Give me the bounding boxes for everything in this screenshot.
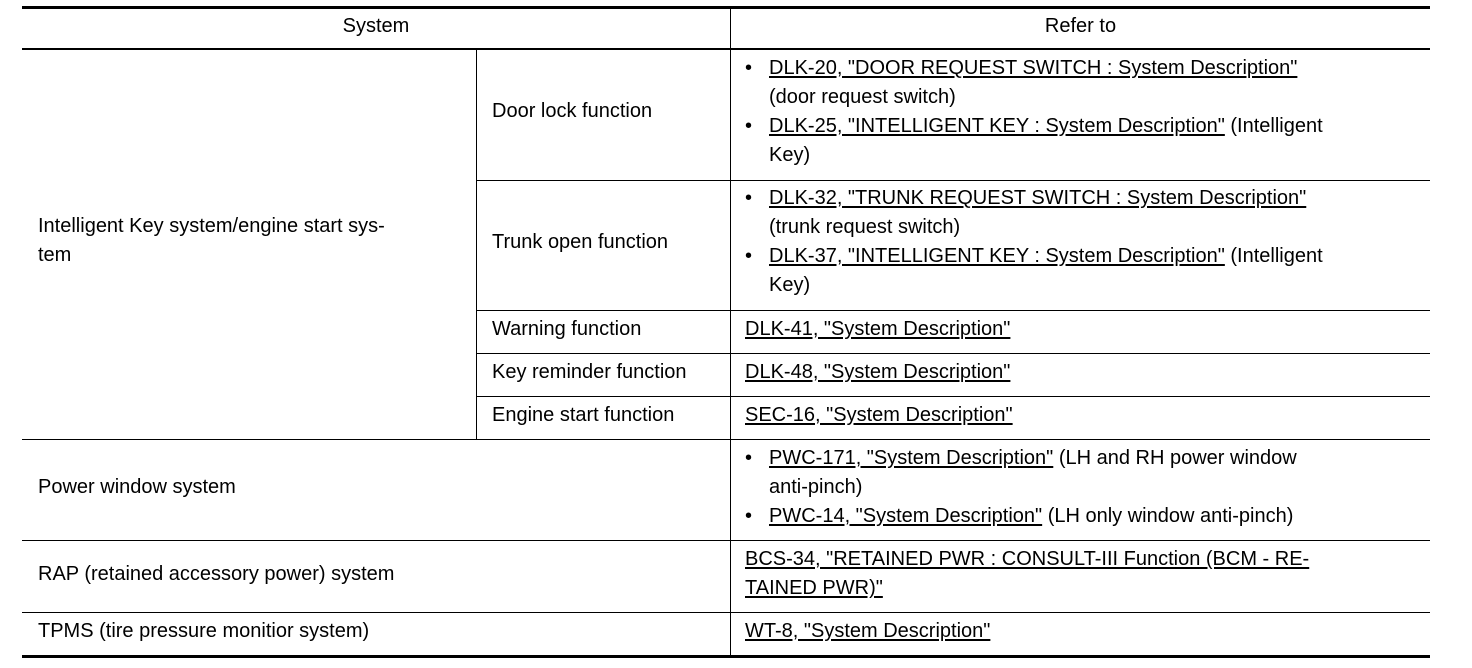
reference-note: (LH only window anti-pinch) (1042, 505, 1294, 527)
reference-link[interactable]: DLK-32, "TRUNK REQUEST SWITCH : System Description" (769, 187, 1307, 209)
row-divider (476, 310, 1430, 311)
table-top-rule (22, 6, 1430, 9)
reference-note: Key) (769, 274, 811, 296)
system-label: Power window system (38, 476, 236, 498)
header-system: System (342, 15, 410, 37)
reference-line (745, 315, 1010, 344)
reference-note: (Intelligent (1224, 245, 1323, 267)
reference-line (769, 112, 1323, 141)
reference-note: Key) (769, 144, 811, 166)
system-label: tem (38, 244, 72, 266)
reference-link[interactable]: DLK-37, "INTELLIGENT KEY : System Description" (769, 245, 1225, 267)
reference-note: (Intelligent (1224, 115, 1323, 137)
table-bottom-rule (22, 655, 1430, 658)
bullet: • (745, 115, 753, 137)
reference-line (745, 574, 883, 603)
row-divider (476, 396, 1430, 397)
function-label: Warning function (492, 318, 642, 340)
system-label: TPMS (tire pressure monitior system) (38, 620, 370, 642)
function-label: Engine start function (492, 404, 675, 426)
reference-link[interactable]: TAINED PWR)" (745, 577, 883, 599)
system-label: Intelligent Key system/engine start sys- (38, 215, 385, 237)
row-divider (476, 353, 1430, 354)
reference-link[interactable]: PWC-14, "System Description" (769, 505, 1043, 527)
reference-link[interactable]: DLK-41, "System Description" (745, 318, 1011, 340)
function-label: Key reminder function (492, 361, 687, 383)
reference-line (769, 444, 1297, 473)
row-divider (476, 180, 1430, 181)
function-label: Trunk open function (492, 231, 669, 253)
reference-link[interactable]: DLK-20, "DOOR REQUEST SWITCH : System Description" (769, 57, 1298, 79)
system-label: RAP (retained accessory power) system (38, 563, 395, 585)
column-divider (730, 6, 731, 658)
row-divider (22, 439, 1430, 440)
reference-link[interactable]: DLK-48, "System Description" (745, 361, 1011, 383)
bullet: • (745, 245, 753, 267)
reference-line (769, 242, 1323, 271)
reference-link[interactable]: WT-8, "System Description" (745, 620, 991, 642)
reference-link[interactable]: SEC-16, "System Description" (745, 404, 1013, 426)
reference-line (745, 545, 1309, 574)
reference-note: anti-pinch) (769, 476, 863, 498)
reference-line (769, 184, 1306, 213)
function-label: Door lock function (492, 100, 653, 122)
header-refer-to: Refer to (1044, 15, 1117, 37)
header-bottom-rule (22, 48, 1430, 50)
bullet: • (745, 57, 753, 79)
reference-line (769, 502, 1293, 531)
reference-note: (door request switch) (769, 86, 956, 108)
reference-note: (trunk request switch) (769, 216, 961, 238)
bullet: • (745, 505, 753, 527)
reference-link[interactable]: BCS-34, "RETAINED PWR : CONSULT-III Function (BCM - RE- (745, 548, 1310, 570)
row-divider (22, 612, 1430, 613)
reference-line (745, 358, 1010, 387)
reference-line (745, 617, 990, 646)
bullet: • (745, 187, 753, 209)
bullet: • (745, 447, 753, 469)
column-divider (476, 50, 477, 439)
reference-line (769, 54, 1297, 83)
reference-link[interactable]: DLK-25, "INTELLIGENT KEY : System Description" (769, 115, 1225, 137)
reference-link[interactable]: PWC-171, "System Description" (769, 447, 1054, 469)
reference-line (745, 401, 1013, 430)
reference-note: (LH and RH power window (1053, 447, 1297, 469)
reference-table (22, 6, 1430, 658)
row-divider (22, 540, 1430, 541)
